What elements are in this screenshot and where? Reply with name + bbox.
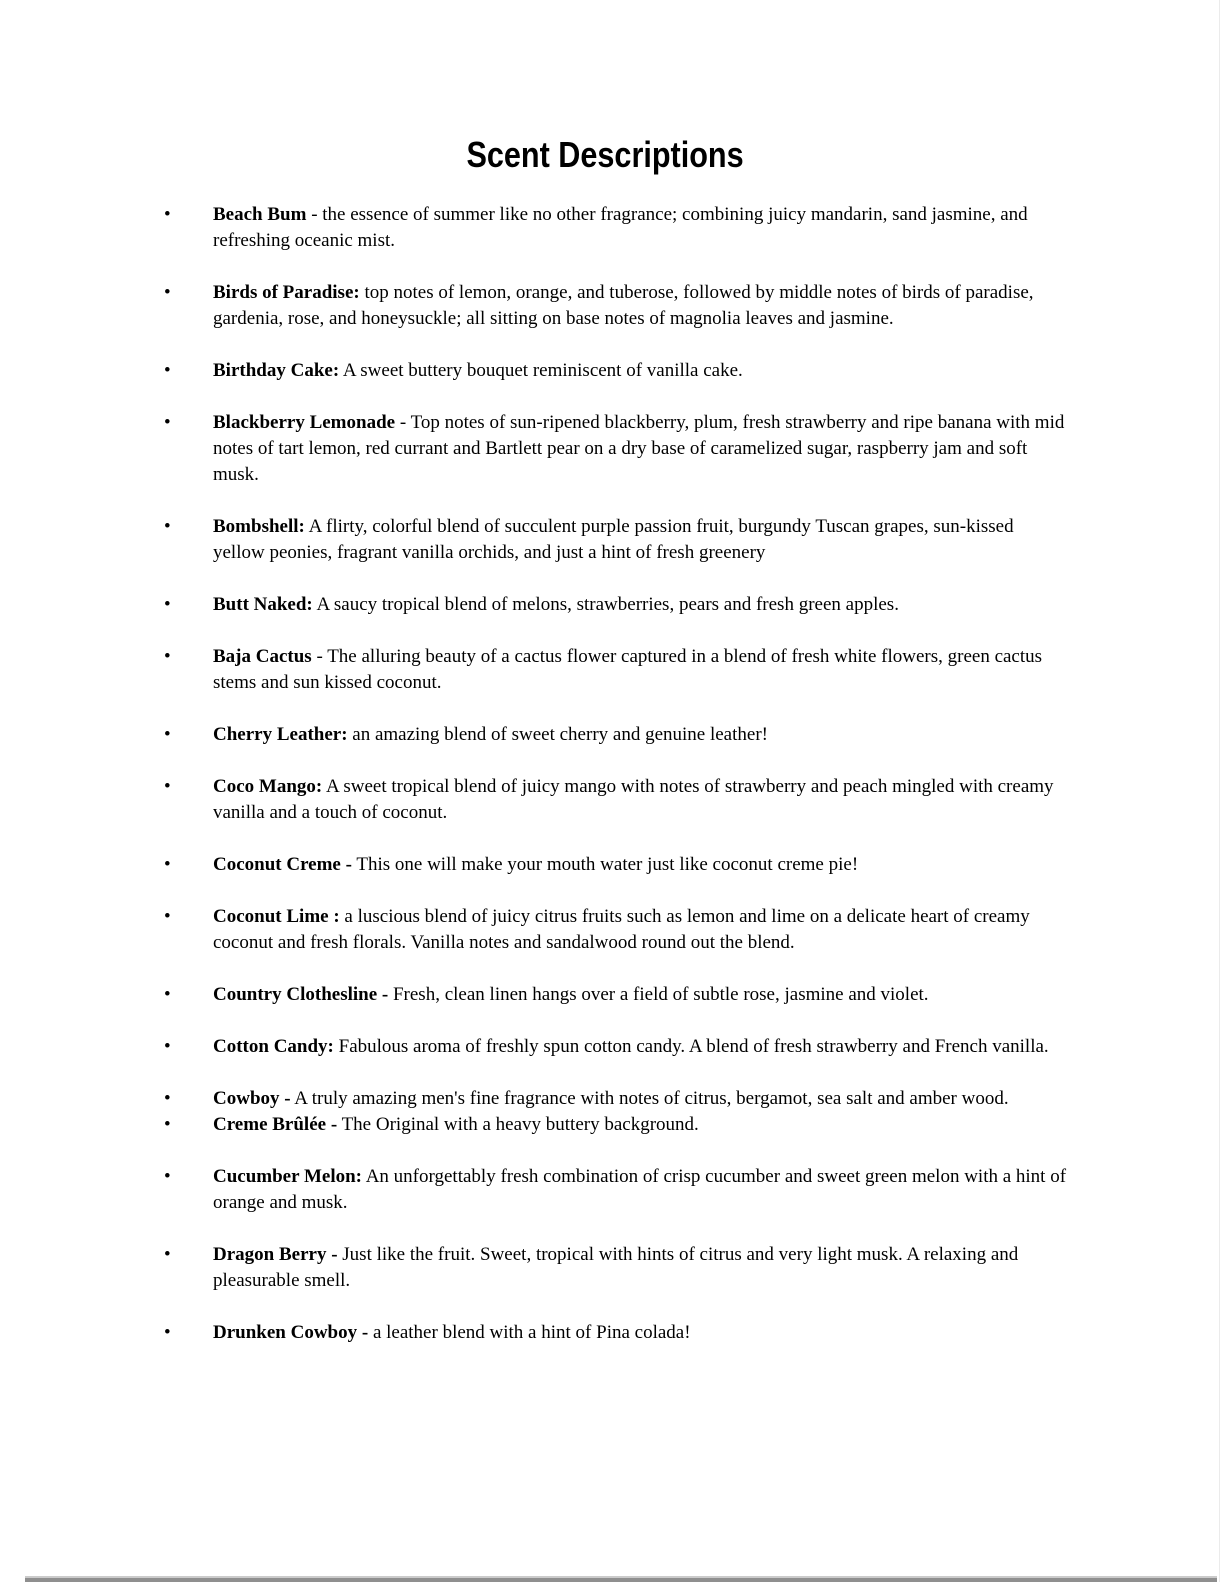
page-bottom-edge-line [25, 1576, 1217, 1582]
scent-list-item [140, 1164, 1070, 1216]
scent-list-item [140, 592, 1070, 618]
scent-name: Drunken Cowboy - [213, 1322, 369, 1343]
scent-name: Country Clothesline - [213, 984, 389, 1005]
bullet-icon: • [164, 1322, 171, 1343]
bullet-icon: • [164, 594, 171, 615]
bullet-icon: • [164, 984, 171, 1005]
scent-description: Fabulous aroma of freshly spun cotton candy. A blend of fresh strawberry and French vanilla. [338, 1036, 1049, 1057]
bullet-icon: • [164, 1166, 171, 1187]
bullet-icon: • [164, 1088, 171, 1109]
bullet-icon: • [164, 412, 171, 433]
scent-list-item [140, 982, 1070, 1008]
bullet-icon: • [164, 516, 171, 537]
scent-description: A flirty, colorful blend of succulent purple passion fruit, burgundy Tuscan grapes, sun-kissed yellow peonies, fragrant vanilla orchids, and just a hint of fresh greenery [213, 516, 1014, 563]
scent-description: an amazing blend of sweet cherry and genuine leather! [352, 724, 768, 745]
scent-description: An unforgettably fresh combination of crisp cucumber and sweet green melon with a hint of orange and musk. [213, 1166, 1067, 1213]
scent-list-item [140, 280, 1070, 332]
scent-list-item [140, 410, 1070, 488]
scent-description: A saucy tropical blend of melons, strawberries, pears and fresh green apples. [316, 594, 899, 615]
bullet-icon: • [164, 1114, 171, 1135]
scent-list-item [140, 1112, 1070, 1138]
scent-name: Cotton Candy: [213, 1036, 334, 1057]
scent-separator: - [306, 204, 323, 225]
scent-description: A sweet tropical blend of juicy mango with notes of strawberry and peach mingled with creamy vanilla and a touch of coconut. [213, 776, 1054, 823]
scent-name: Baja Cactus [213, 646, 312, 667]
scent-description: Just like the fruit. Sweet, tropical with hints of citrus and very light musk. A relaxing and pleasurable smell. [213, 1244, 1019, 1291]
scent-name: Coconut Lime : [213, 906, 340, 927]
scent-list-item [140, 852, 1070, 878]
scent-name: Butt Naked: [213, 594, 313, 615]
scent-description: the essence of summer like no other fragrance; combining juicy mandarin, sand jasmine, and refreshing oceanic mist. [213, 204, 1028, 251]
bullet-icon: • [164, 724, 171, 745]
bullet-icon: • [164, 776, 171, 797]
scent-description: A truly amazing men's fine fragrance with notes of citrus, bergamot, sea salt and amber wood. [294, 1088, 1009, 1109]
scent-name: Cherry Leather: [213, 724, 348, 745]
scent-description: A sweet buttery bouquet reminiscent of vanilla cake. [342, 360, 743, 381]
scent-separator: - [395, 412, 411, 433]
scent-description: The alluring beauty of a cactus flower captured in a blend of fresh white flowers, green cactus stems and sun kissed coconut. [213, 646, 1043, 693]
scent-description: top notes of lemon, orange, and tuberose, followed by middle notes of birds of paradise, gardenia, rose, and honeysuckle; all sitting on base notes of magnolia leaves and jasmine. [213, 282, 1034, 329]
scent-description: Fresh, clean linen hangs over a field of subtle rose, jasmine and violet. [392, 984, 929, 1005]
scent-list-item [140, 1320, 1070, 1346]
scent-list-item [140, 1034, 1070, 1060]
page-title [140, 136, 1070, 174]
scent-name: Blackberry Lemonade [213, 412, 396, 433]
bullet-icon: • [164, 646, 171, 667]
scent-name: Cucumber Melon: [213, 1166, 362, 1187]
scent-name: Birds of Paradise: [213, 282, 360, 303]
scent-name: Bombshell: [213, 516, 305, 537]
page-right-hairline [1219, 0, 1220, 1582]
scent-description: The Original with a heavy buttery background. [341, 1114, 699, 1135]
scent-name: Beach Bum [213, 204, 307, 225]
bullet-icon: • [164, 1244, 171, 1265]
scent-list-item [140, 358, 1070, 384]
bullet-icon: • [164, 1036, 171, 1057]
scent-name: Birthday Cake: [213, 360, 340, 381]
bullet-icon: • [164, 906, 171, 927]
scent-separator: - [311, 646, 328, 667]
scent-list-item [140, 774, 1070, 826]
scent-list-item [140, 514, 1070, 566]
bullet-icon: • [164, 854, 171, 875]
scent-name: Creme Brûlée - [213, 1114, 338, 1135]
scent-list-item [140, 1086, 1070, 1112]
scent-description: Top notes of sun-ripened blackberry, plum, fresh strawberry and ripe banana with mid notes of tart lemon, red currant and Bartlett pear on a dry base of caramelized sugar, raspberry jam and soft musk. [213, 412, 1065, 485]
scent-list-item [140, 722, 1070, 748]
scent-description: a leather blend with a hint of Pina colada! [372, 1322, 691, 1343]
bullet-icon: • [164, 204, 171, 225]
scent-name: Cowboy - [213, 1088, 291, 1109]
scent-list-item [140, 644, 1070, 696]
scent-description: a luscious blend of juicy citrus fruits such as lemon and lime on a delicate heart of creamy coconut and fresh florals. Vanilla notes and sandalwood round out the blend. [213, 906, 1030, 953]
scent-name: Dragon Berry - [213, 1244, 338, 1265]
scent-list-item [140, 202, 1070, 254]
bullet-icon: • [164, 282, 171, 303]
scent-list [140, 202, 1070, 1346]
scent-name: Coconut Creme - [213, 854, 352, 875]
scent-name: Coco Mango: [213, 776, 323, 797]
scent-list-item [140, 904, 1070, 956]
bullet-icon: • [164, 360, 171, 381]
page-title-text: Scent Descriptions [466, 134, 744, 175]
scent-list-item [140, 1242, 1070, 1294]
scent-description: This one will make your mouth water just like coconut creme pie! [356, 854, 859, 875]
